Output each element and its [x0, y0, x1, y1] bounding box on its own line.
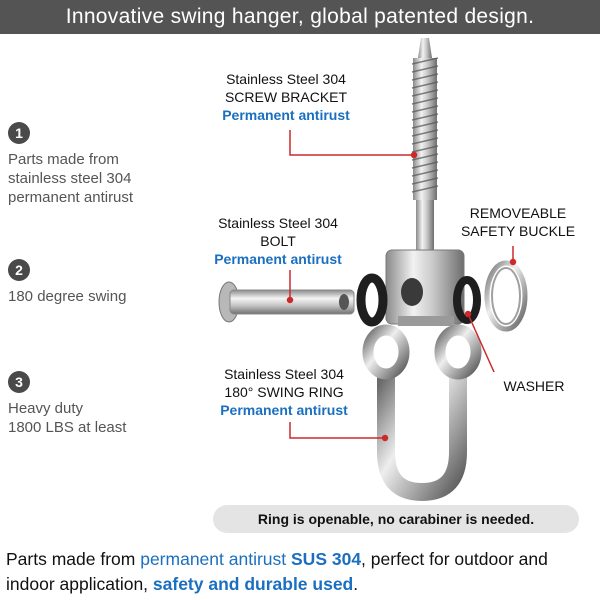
- ring-label-line2: 180° SWING RING: [224, 384, 344, 400]
- footer-part-2: , perfect for outdoor and indoor application,: [6, 549, 548, 594]
- screw-label-line3: Permanent antirust: [222, 107, 350, 123]
- ring-label-line1: Stainless Steel 304: [224, 366, 344, 382]
- footer-text: [6, 547, 596, 597]
- screw-bracket-image: [386, 38, 464, 326]
- washer-left-image: [361, 278, 383, 322]
- footer-highlight-sus: SUS 304: [286, 549, 362, 569]
- openable-note: Ring is openable, no carabiner is needed.: [213, 505, 579, 533]
- buckle-label-line2: SAFETY BUCKLE: [460, 223, 576, 239]
- footer-part-3: .: [353, 574, 359, 594]
- screw-bracket-label: [196, 70, 376, 124]
- ring-label-line3: Permanent antirust: [220, 402, 348, 418]
- feature-1-line3: permanent antirust: [8, 189, 134, 206]
- feature-number-3: 3: [8, 371, 30, 393]
- bolt-label-line2: BOLT: [260, 233, 296, 249]
- bolt-image: [219, 282, 354, 322]
- feature-number-2: 2: [8, 259, 30, 281]
- feature-3-line2: 1800 LBS at least: [8, 419, 127, 436]
- safety-buckle-label: [452, 204, 584, 240]
- buckle-label-line1: REMOVEABLE: [469, 205, 567, 221]
- bolt-label-line3: Permanent antirust: [214, 251, 342, 267]
- bolt-label: [188, 214, 368, 268]
- bolt-label-line1: Stainless Steel 304: [218, 215, 338, 231]
- washer-label: WASHER: [503, 378, 565, 394]
- feature-number-1: 1: [8, 122, 30, 144]
- feature-1-line1: Parts made from: [8, 151, 119, 168]
- swing-ring-image: [368, 330, 476, 492]
- footer-part-1: Parts made from: [6, 549, 141, 569]
- screw-label-line2: SCREW BRACKET: [224, 89, 348, 105]
- feature-1-line2: stainless steel 304: [8, 170, 132, 187]
- screw-label-line1: Stainless Steel 304: [226, 71, 346, 87]
- banner-title: Innovative swing hanger, global patented design.: [0, 0, 600, 34]
- feature-2-line1: 180 degree swing: [8, 288, 127, 305]
- feature-3-line1: Heavy duty: [8, 400, 84, 417]
- footer-highlight-safety: safety and durable used: [152, 574, 354, 594]
- swing-ring-label: [194, 365, 374, 419]
- footer-highlight-antirust: permanent antirust: [140, 549, 287, 569]
